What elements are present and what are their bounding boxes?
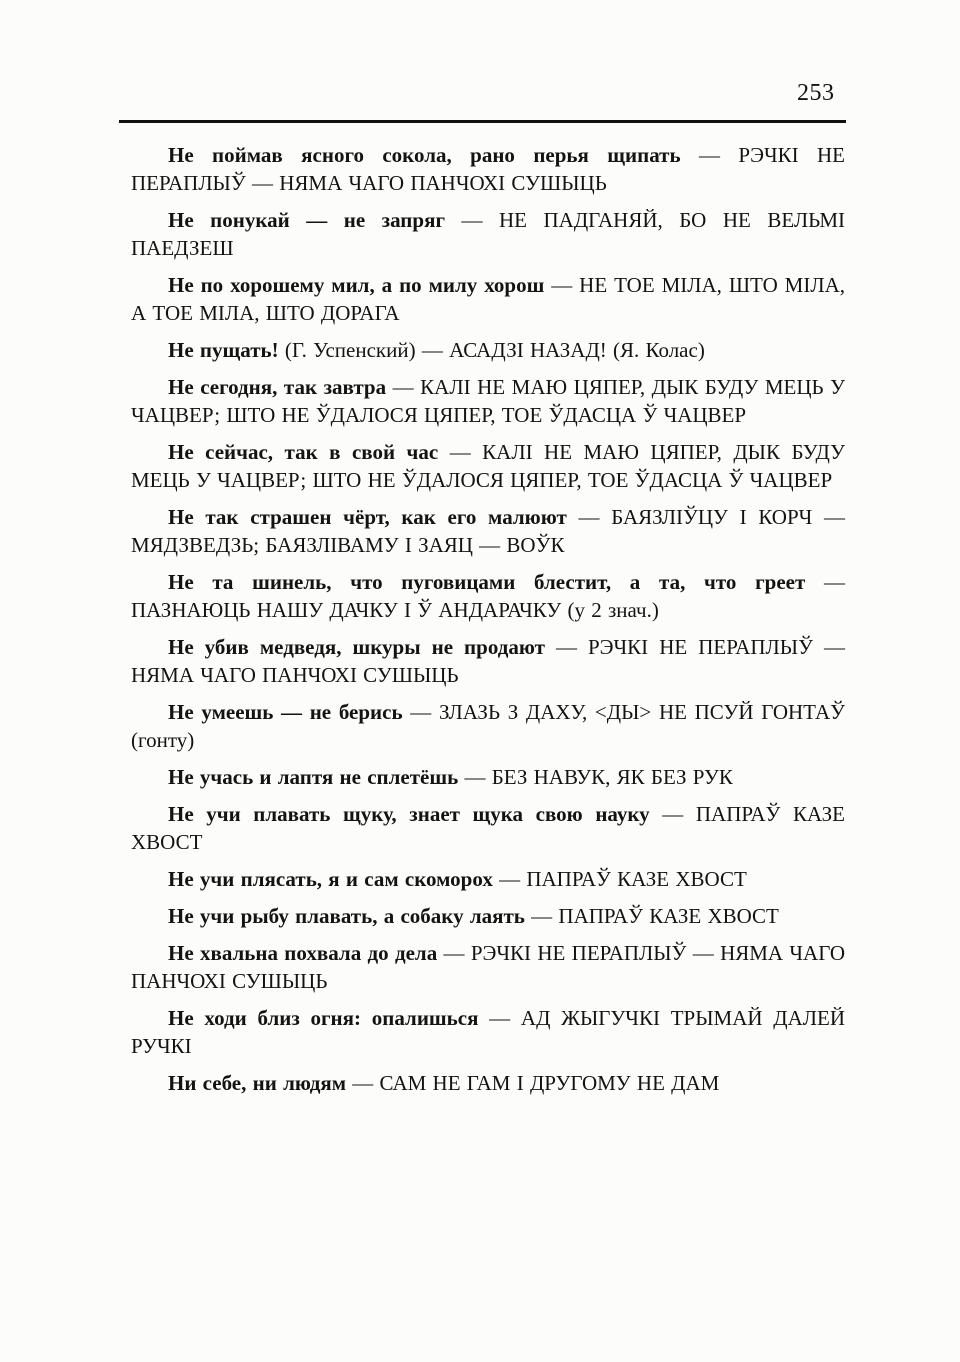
proverb-ru: Не учи плясать, я и сам скоморох xyxy=(168,867,493,891)
header-rule xyxy=(119,120,846,123)
proverb-be: — КАЛІ НЕ МАЮ ЦЯПЕР, ДЫК БУДУ МЕЦЬ У ЧАЦВЕР; ШТО НЕ ЎДАЛОСЯ ЦЯПЕР, ТОЕ ЎДАСЦА Ў ЧАЦВЕР xyxy=(131,440,845,492)
proverb-ru: Не сегодня, так завтра xyxy=(168,375,387,399)
proverb-ru: Не по хорошему мил, а по милу хорош xyxy=(168,273,545,297)
proverb-ru: Не понукай — не запряг xyxy=(168,208,445,232)
proverb-ru: Не пущать! xyxy=(168,338,279,362)
proverb-entry xyxy=(131,800,845,856)
proverb-note: (Г. Успенский) xyxy=(278,338,416,362)
proverb-be: — ПАПРАЎ КАЗЕ ХВОСТ xyxy=(492,867,747,891)
proverb-entry xyxy=(131,1004,845,1060)
proverb-ru: Не учась и лаптя не сплетёшь xyxy=(168,765,459,789)
proverb-ru: Не учи рыбу плавать, а собаку лаять xyxy=(168,904,525,928)
proverb-be: — АД ЖЫГУЧКІ ТРЫМАЙ ДАЛЕЙ РУЧКІ xyxy=(131,1006,845,1058)
proverb-ru: Не ходи близ огня: опалишься xyxy=(168,1006,479,1030)
proverb-be: — САМ НЕ ГАМ І ДРУГОМУ НЕ ДАМ xyxy=(346,1071,720,1095)
proverb-entry xyxy=(131,1069,845,1097)
proverb-ru: Не та шинель, что пуговицами блестит, а та, что греет xyxy=(168,570,806,594)
proverb-entry xyxy=(131,336,845,364)
proverb-be: — ЗЛАЗЬ З ДАХУ, <ДЫ> НЕ ПСУЙ ГОНТАЎ (гонту) xyxy=(131,700,846,752)
proverb-be: — ПАПРАЎ КАЗЕ ХВОСТ xyxy=(524,904,779,928)
proverb-be: — РЭЧКІ НЕ ПЕРАПЛЫЎ — НЯМА ЧАГО ПАНЧОХІ СУШЫЦЬ xyxy=(131,143,845,195)
proverb-be: — НЕ ПАДГАНЯЙ, БО НЕ ВЕЛЬМІ ПАЕДЗЕШ xyxy=(131,208,846,260)
proverb-be: — ПАПРАЎ КАЗЕ ХВОСТ xyxy=(131,802,845,854)
proverb-be: — БАЯЗЛІЎЦУ І КОРЧ — МЯДЗВЕДЗЬ; БАЯЗЛІВАМУ І ЗАЯЦ — ВОЎК xyxy=(131,505,845,557)
proverb-be: — КАЛІ НЕ МАЮ ЦЯПЕР, ДЫК БУДУ МЕЦЬ У ЧАЦВЕР; ШТО НЕ ЎДАЛОСЯ ЦЯПЕР, ТОЕ ЎДАСЦА Ў ЧАЦВЕР xyxy=(131,375,845,427)
proverb-entry xyxy=(131,503,845,559)
proverb-be: — НЕ ТОЕ МІЛА, ШТО МІЛА, А ТОЕ МІЛА, ШТО ДОРАГА xyxy=(131,273,845,325)
proverb-entry xyxy=(131,865,845,893)
proverb-be: — ПАЗНАЮЦЬ НАШУ ДАЧКУ І Ў АНДАРАЧКУ (у 2 знач.) xyxy=(131,570,845,622)
proverb-ru: Не поймав ясного сокола, рано перья щипать xyxy=(168,143,681,167)
proverb-ru: Не умеешь — не берись xyxy=(168,700,403,724)
proverb-be: — АСАДЗІ НАЗАД! (Я. Колас) xyxy=(415,338,705,362)
proverb-entry xyxy=(131,568,845,624)
proverb-entry xyxy=(131,633,845,689)
proverb-entry xyxy=(131,939,845,995)
proverb-ru: Не убив медведя, шкуры не продают xyxy=(168,635,545,659)
proverb-ru: Ни себе, ни людям xyxy=(168,1071,346,1095)
page-number: 253 xyxy=(797,80,835,106)
proverb-entry xyxy=(131,271,845,327)
proverb-entry xyxy=(131,373,845,429)
proverb-entry xyxy=(131,763,845,791)
proverb-ru: Не так страшен чёрт, как его малюют xyxy=(168,505,567,529)
proverb-entry xyxy=(131,902,845,930)
proverb-be: — БЕЗ НАВУК, ЯК БЕЗ РУК xyxy=(458,765,733,789)
proverb-be: — РЭЧКІ НЕ ПЕРАПЛЫЎ — НЯМА ЧАГО ПАНЧОХІ СУШЫЦЬ xyxy=(131,941,845,993)
proverb-entry xyxy=(131,141,845,197)
proverb-ru: Не сейчас, так в свой час xyxy=(168,440,439,464)
proverb-be: — РЭЧКІ НЕ ПЕРАПЛЫЎ — НЯМА ЧАГО ПАНЧОХІ СУШЫЦЬ xyxy=(131,635,845,687)
proverb-entry xyxy=(131,438,845,494)
proverbs-list xyxy=(131,141,845,1106)
proverb-ru: Не хвальна похвала до дела xyxy=(168,941,438,965)
proverb-entry xyxy=(131,206,845,262)
proverb-ru: Не учи плавать щуку, знает щука свою науку xyxy=(168,802,650,826)
proverb-entry xyxy=(131,698,845,754)
